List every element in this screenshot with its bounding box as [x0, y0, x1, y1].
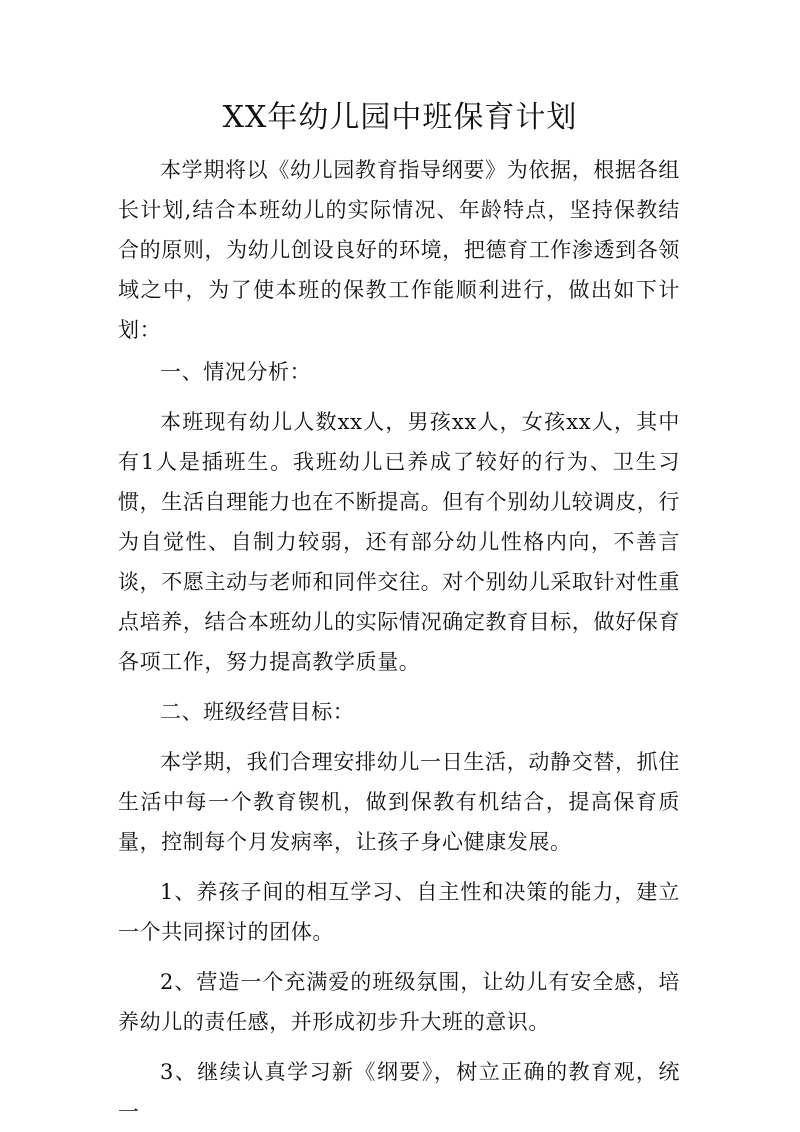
section-heading-situation: 一、情况分析： [160, 360, 312, 384]
goal-item-2: 2、营造一个充满爱的班级氛围，让幼儿有安全感，培养幼儿的责任感，并形成初步升大班的意识。 [118, 970, 680, 1034]
document-title: XX年幼儿园中班保育计划 [222, 100, 578, 135]
goal-item-3: 3、继续认真学习新《纲要》，树立正确的教育观，统一 [118, 1060, 680, 1124]
section-heading-goals: 二、班级经营目标： [160, 700, 355, 724]
goal-item-1: 1、养孩子间的相互学习、自主性和决策的能力，建立一个共同探讨的团体。 [118, 880, 680, 944]
goals-paragraph: 本学期，我们合理安排幼儿一日生活，动静交替，抓住生活中每一个教育锲机，做到保教有机结合，提高保育质量，控制每个月发病率，让孩子身心健康发展。 [118, 750, 680, 854]
document-body [118, 150, 680, 1132]
intro-paragraph: 本学期将以《幼儿园教育指导纲要》为依据，根据各组长计划,结合本班幼儿的实际情况、年龄特点，坚持保教结合的原则，为幼儿创设良好的环境，把德育工作渗透到各领域之中，为了使本班的保教工作能顺利进行，做出如下计划： [118, 158, 680, 342]
situation-paragraph: 本班现有幼儿人数xx人，男孩xx人，女孩xx人，其中有1人是插班生。我班幼儿已养成了较好的行为、卫生习惯，生活自理能力也在不断提高。但有个别幼儿较调皮，行为自觉性、自制力较弱，还有部分幼儿性格内向，不善言谈，不愿主动与老师和同伴交往。对个别幼儿采取针对性重点培养，结合本班幼儿的实际情况确定教育目标，做好保育各项工作，努力提高教学质量。 [118, 410, 680, 674]
